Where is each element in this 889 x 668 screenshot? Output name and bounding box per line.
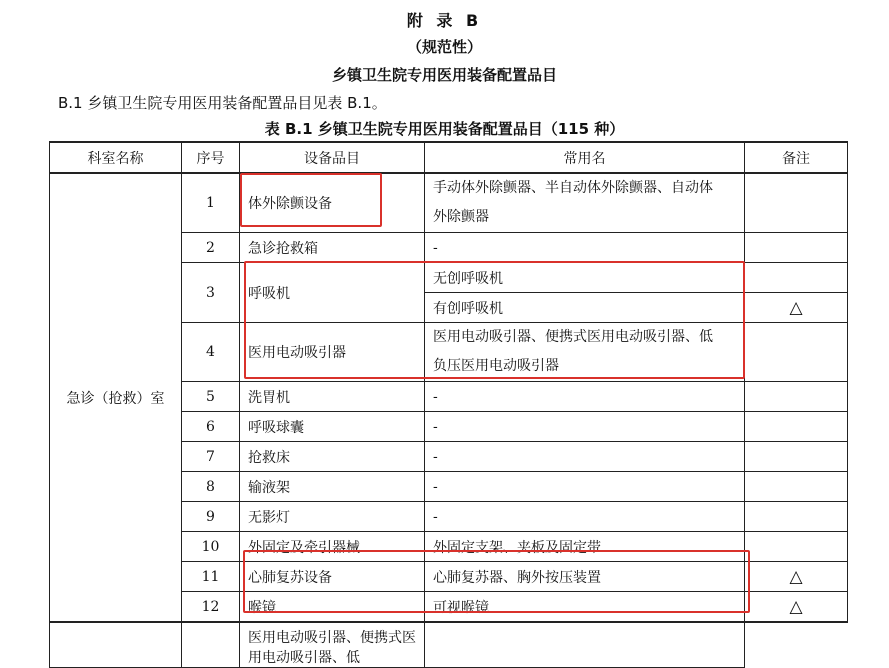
seq-cell: 6: [182, 412, 240, 442]
item-cell: 医用电动吸引器: [240, 323, 425, 382]
common-names-cell: 医用电动吸引器、便携式医用电动吸引器、低: [240, 622, 425, 668]
item-cell: 心肺复苏设备: [240, 562, 425, 592]
item-cell: 喉镜: [240, 592, 425, 623]
common-names-line: 负压医用电动吸引器: [433, 358, 559, 374]
seq-cell: [50, 622, 182, 668]
note-cell: [745, 173, 848, 233]
seq-cell: 8: [182, 472, 240, 502]
column-header-note: 备注: [745, 142, 848, 173]
table-caption: 表 B.1 乡镇卫生院专用医用装备配置品目（115 种）: [264, 120, 625, 138]
seq-cell: 9: [182, 502, 240, 532]
common-names-cell: -: [425, 502, 745, 532]
common-names-cell: 可视喉镜: [425, 592, 745, 623]
common-names-cell: [425, 323, 745, 382]
seq-cell: 1: [182, 173, 240, 233]
normative-note: （规范性）: [406, 38, 482, 56]
common-names-cell: -: [425, 472, 745, 502]
common-names-line: 医用电动吸引器、便携式医用电动吸引器、低: [433, 329, 713, 345]
common-names-cell: [425, 173, 745, 233]
item-cell: 外固定及牵引器械: [240, 532, 425, 562]
seq-cell: 3: [182, 263, 240, 323]
note-cell: [745, 532, 848, 562]
seq-cell: 11: [182, 562, 240, 592]
item-cell: 体外除颤设备: [240, 173, 425, 233]
seq-cell: 7: [182, 442, 240, 472]
common-names-cell: -: [425, 382, 745, 412]
intro-line: B.1 乡镇卫生院专用医用装备配置品目见表 B.1。: [58, 94, 387, 112]
item-cell: 呼吸机: [240, 263, 425, 323]
note-cell: [745, 263, 848, 293]
item-cell: 输液架: [240, 472, 425, 502]
common-names-cell: -: [425, 442, 745, 472]
note-cell: [745, 442, 848, 472]
note-cell: [745, 323, 848, 382]
column-header-item: 设备品目: [240, 142, 425, 173]
item-cell: 抢救床: [240, 442, 425, 472]
note-cell-triangle: △: [745, 562, 848, 592]
table-row-cut-off: [50, 622, 848, 668]
table-header-row: [50, 142, 848, 173]
column-header-department: 科室名称: [50, 142, 182, 173]
common-names-cell: 心肺复苏器、胸外按压装置: [425, 562, 745, 592]
common-names-cell: -: [425, 412, 745, 442]
item-cell: 呼吸球囊: [240, 412, 425, 442]
table-row: [50, 173, 848, 233]
seq-cell: 5: [182, 382, 240, 412]
note-cell-triangle: △: [745, 293, 848, 323]
note-cell: [745, 233, 848, 263]
appendix-title: 附 录 B: [406, 11, 483, 30]
note-cell-triangle: △: [745, 592, 848, 623]
common-names-cell: 有创呼吸机: [425, 293, 745, 323]
section-title: 乡镇卫生院专用医用装备配置品目: [331, 66, 557, 84]
common-names-cell: -: [425, 233, 745, 263]
column-header-seq: 序号: [182, 142, 240, 173]
common-names-line: 外除颤器: [433, 209, 489, 225]
column-header-common-names: 常用名: [425, 142, 745, 173]
item-cell: 洗胃机: [240, 382, 425, 412]
common-names-cell: 外固定支架、夹板及固定带: [425, 532, 745, 562]
seq-cell: 10: [182, 532, 240, 562]
note-cell: [745, 472, 848, 502]
note-cell: [745, 502, 848, 532]
item-cell: 无影灯: [240, 502, 425, 532]
item-cell: 急诊抢救箱: [240, 233, 425, 263]
note-cell: [425, 622, 745, 668]
common-names-cell: 无创呼吸机: [425, 263, 745, 293]
common-names-line: 手动体外除颤器、半自动体外除颤器、自动体: [433, 180, 713, 196]
note-cell: [745, 382, 848, 412]
department-cell: 急诊（抢救）室: [50, 173, 182, 622]
seq-cell: 4: [182, 323, 240, 382]
seq-cell: 2: [182, 233, 240, 263]
item-cell: [182, 622, 240, 668]
equipment-table: [49, 141, 848, 668]
seq-cell: 12: [182, 592, 240, 623]
note-cell: [745, 412, 848, 442]
